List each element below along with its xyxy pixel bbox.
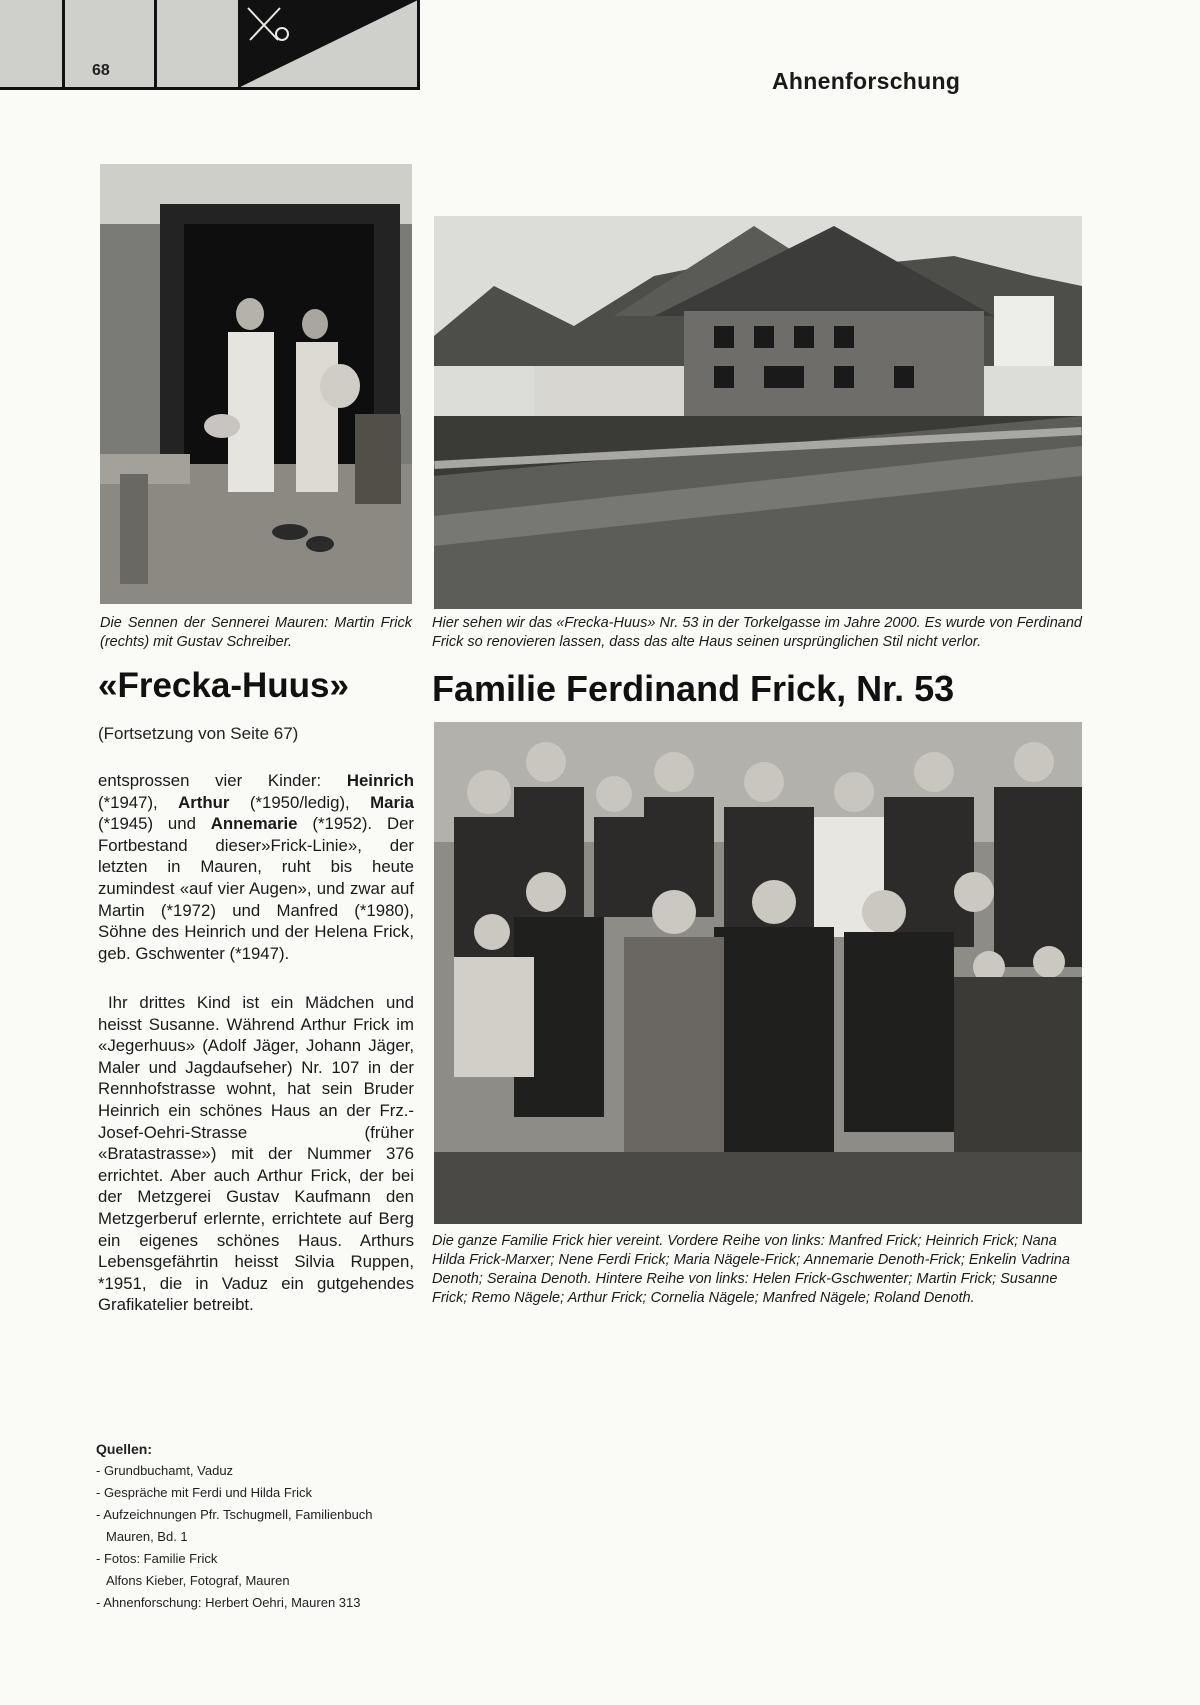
photo-frecka-huus [434,216,1082,609]
body-paragraph-2: Ihr drittes Kind ist ein Mädchen und heisst Susanne. Während Arthur Frick im «Jegerhuus» (Adolf Jäger, Johann Jäger, Maler und Jagdaufseher) Nr. 107 in der Rennhofstrasse wohnt, hat sein Bruder Heinrich ein schönes Haus an der Frz.-Josef-Oehri-Strasse (früher «Bratastrasse») mit der Nummer 376 errichtet. Aber auch Arthur Frick, der bei der Metzgerei Gustav Kaufmann den Metzgerberuf erlernte, errichtete auf Berg ein eigenes schönes Haus. Arthurs Lebensgefährtin heisst Silvia Ruppen, *1951, die in Vaduz ein gutgehendes Grafikatelier betreibt. [98,993,414,1315]
continuation-note: (Fortsetzung von Seite 67) [98,724,299,743]
sources-list [96,1438,373,1614]
name-annemarie: Annemarie [210,814,298,834]
caption-dairymen: Die Sennen der Sennerei Mauren: Martin Frick (rechts) mit Gustav Schreiber. [100,615,412,650]
name-maria: Maria [370,792,414,812]
section-title: Ahnenforschung [772,68,961,94]
body-text: (*1947), [98,792,179,812]
body-text: (*1952). Der Fortbestand dieser»Frick-Linie», der letzten in Mauren, ruht bis heute zumindest «auf vier Augen», und zwar auf Martin (*1972) und Manfred (*1980), Söhne des Heinrich und der Helena Frick, geb. Gschwenter (*1947). [98,814,414,963]
body-text: (*1945) und [98,814,211,834]
header-divider [62,0,65,88]
header-divider [154,0,157,88]
header-rule [0,87,420,90]
name-heinrich: Heinrich [346,771,414,790]
caption-frecka-huus: Hier sehen wir das «Frecka-Huus» Nr. 53 in der Torkelgasse im Jahre 2000. Es wurde von Ferdinand Frick so renovieren lassen, dass das alte Haus seinen ursprünglichen Stil nicht verlor. [432,615,1082,650]
photo-frick-family [434,722,1082,1224]
body-text: (*1950/ledig), [229,792,371,812]
crossed-tools-emblem-icon [238,0,418,88]
body-text: entsprossen vier Kinder: [98,771,347,790]
article-heading: «Frecka-Huus» [98,666,349,705]
source-item: Alfons Kieber, Fotograf, Mauren [106,1573,290,1588]
name-arthur: Arthur [178,792,230,812]
photo-dairymen [100,164,412,604]
body-paragraph-1 [98,770,414,964]
source-item: Mauren, Bd. 1 [106,1529,188,1544]
page-number: 68 [92,62,110,79]
caption-frick-family: Die ganze Familie Frick hier vereint. Vordere Reihe von links: Manfred Frick; Heinrich Frick; Nana Hilda Frick-Marxer; Nene Ferdi Frick; Maria Nägele-Frick; Annemarie Denoth-Frick; Enkelin Vadrina Denoth; Seraina Denoth. Hintere Reihe von links: Helen Frick-Gschwenter; Martin Frick; Susanne Frick; Remo Nägele; Arthur Frick; Cornelia Nägele; Manfred Nägele; Roland Denoth. [432,1233,1070,1306]
sources-title: Quellen: [96,1441,153,1457]
source-item: - Ahnenforschung: Herbert Oehri, Mauren 313 [96,1595,361,1610]
source-item: - Fotos: Familie Frick [96,1551,218,1566]
source-item: - Aufzeichnungen Pfr. Tschugmell, Familienbuch [96,1507,373,1522]
source-item: - Gespräche mit Ferdi und Hilda Frick [96,1485,313,1500]
family-heading: Familie Ferdinand Frick, Nr. 53 [432,668,955,709]
source-item: - Grundbuchamt, Vaduz [96,1463,234,1478]
